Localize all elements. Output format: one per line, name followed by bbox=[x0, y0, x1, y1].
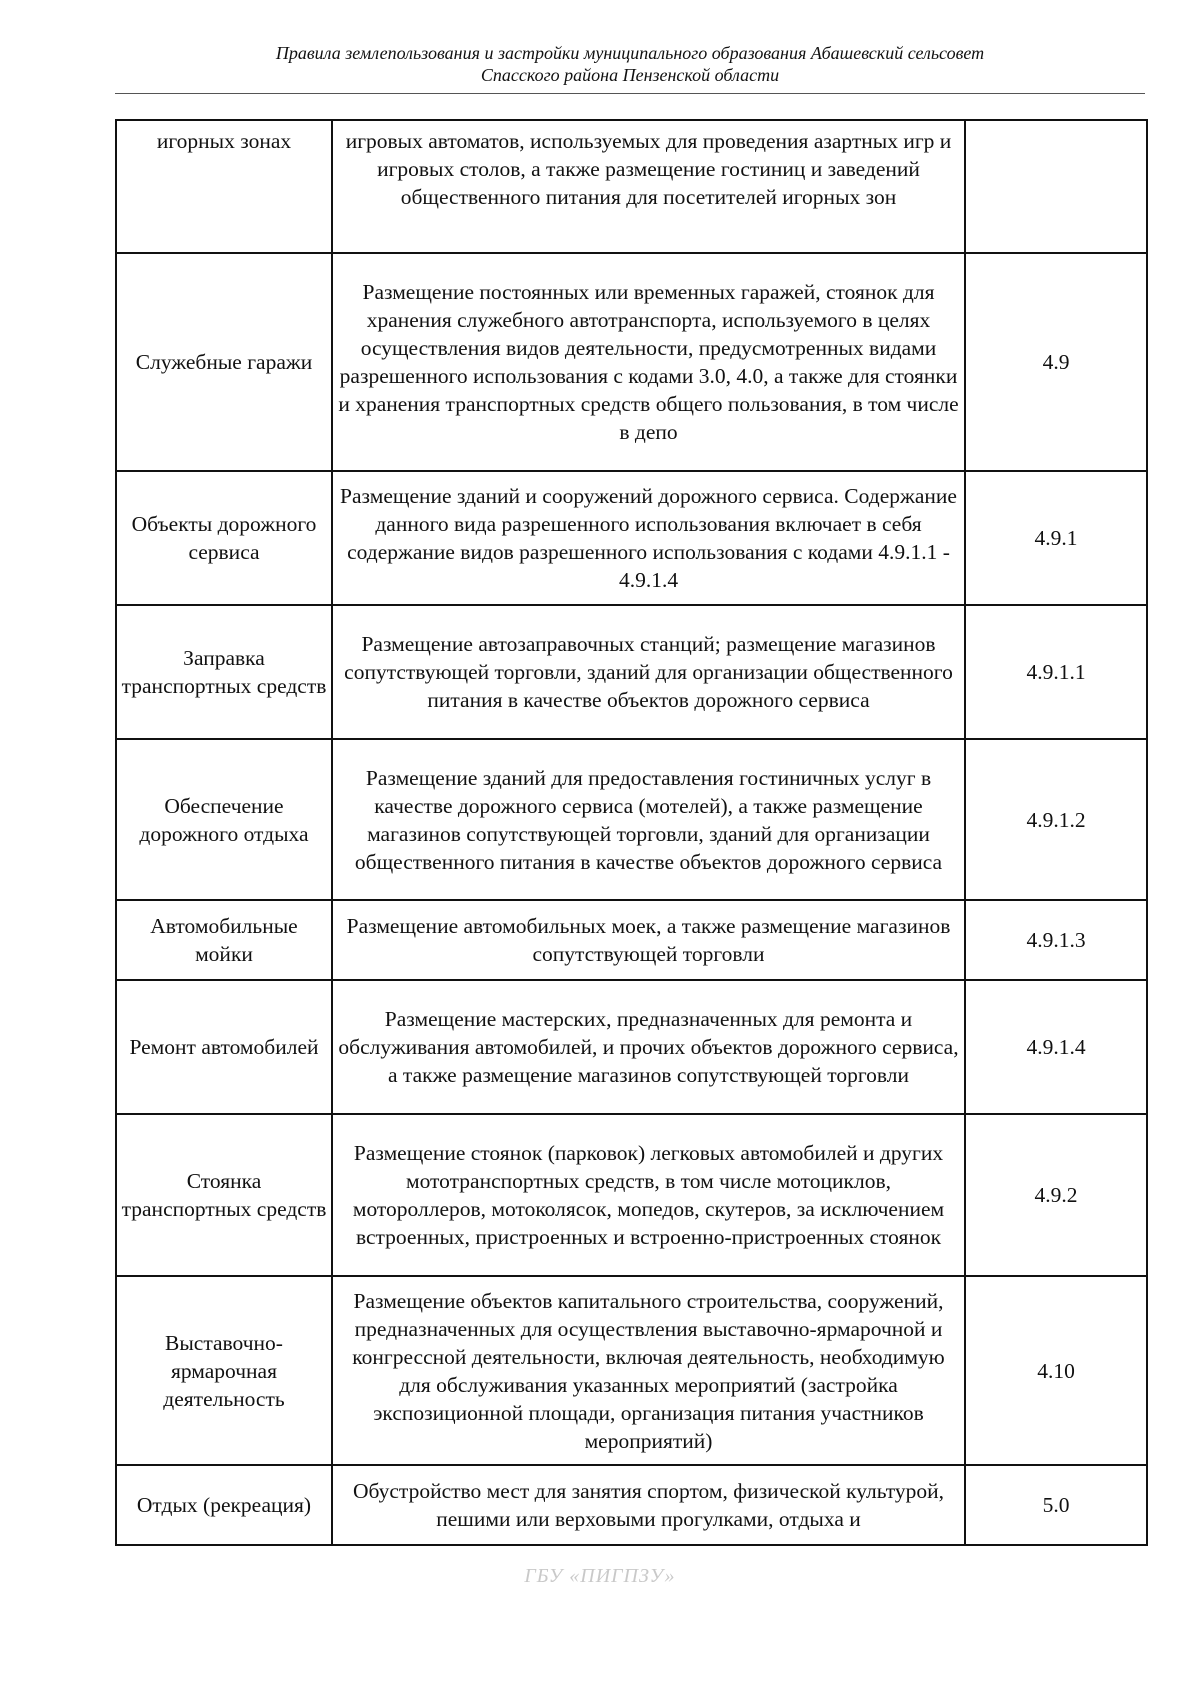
use-name-cell: Служебные гаражи bbox=[116, 253, 332, 471]
use-description-cell: Обустройство мест для занятия спортом, физической культурой, пешими или верховыми прогулками, отдыха и bbox=[332, 1465, 965, 1545]
use-name-cell: Отдых (рекреация) bbox=[116, 1465, 332, 1545]
table-row bbox=[116, 1114, 1147, 1276]
page-header bbox=[115, 42, 1145, 86]
use-name-cell: Автомобильные мойки bbox=[116, 900, 332, 980]
use-description-cell: Размещение стоянок (парковок) легковых автомобилей и других мототранспортных средств, в том числе мотоциклов, мотороллеров, мотоколясок, мопедов, скутеров, за исключением встроенных, пристроенных и встроенно-пристроенных стоянок bbox=[332, 1114, 965, 1276]
footer-watermark: ГБУ «ПИГПЗУ» bbox=[524, 1565, 676, 1587]
table-row bbox=[116, 900, 1147, 980]
use-code-cell: 4.9.1.1 bbox=[965, 605, 1147, 739]
table-row bbox=[116, 605, 1147, 739]
header-line-2: Спасского района Пензенской области bbox=[480, 65, 780, 85]
use-code-cell: 4.9.1 bbox=[965, 471, 1147, 605]
use-name-cell: Заправка транспортных средств bbox=[116, 605, 332, 739]
header-divider bbox=[115, 93, 1145, 94]
use-code-cell: 4.9.1.3 bbox=[965, 900, 1147, 980]
table-row bbox=[116, 980, 1147, 1114]
use-description-cell: игровых автоматов, используемых для проведения азартных игр и игровых столов, а также размещение гостиниц и заведений общественного питания для посетителей игорных зон bbox=[332, 120, 965, 253]
table-row bbox=[116, 120, 1147, 253]
header-line-1: Правила землепользования и застройки муниципального образования Абашевский сельсовет bbox=[275, 43, 985, 63]
use-name-cell: Объекты дорожного сервиса bbox=[116, 471, 332, 605]
table-row bbox=[116, 739, 1147, 900]
use-description-cell: Размещение постоянных или временных гаражей, стоянок для хранения служебного автотранспорта, используемого в целях осуществления видов деятельности, предусмотренных видами разрешенного использования с кодами 3.0, 4.0, а также для стоянки и хранения транспортных средств общего пользования, в том числе в депо bbox=[332, 253, 965, 471]
use-name-cell: Выставочно-ярмарочная деятельность bbox=[116, 1276, 332, 1465]
land-use-table bbox=[115, 119, 1148, 1546]
use-code-cell: 4.9 bbox=[965, 253, 1147, 471]
use-description-cell: Размещение автозаправочных станций; размещение магазинов сопутствующей торговли, зданий для организации общественного питания в качестве объектов дорожного сервиса bbox=[332, 605, 965, 739]
use-name-cell: Обеспечение дорожного отдыха bbox=[116, 739, 332, 900]
use-code-cell: 5.0 bbox=[965, 1465, 1147, 1545]
use-description-cell: Размещение мастерских, предназначенных для ремонта и обслуживания автомобилей, и прочих объектов дорожного сервиса, а также размещение магазинов сопутствующей торговли bbox=[332, 980, 965, 1114]
use-name-cell: Стоянка транспортных средств bbox=[116, 1114, 332, 1276]
use-description-cell: Размещение зданий и сооружений дорожного сервиса. Содержание данного вида разрешенного использования включает в себя содержание видов разрешенного использования с кодами 4.9.1.1 - 4.9.1.4 bbox=[332, 471, 965, 605]
use-code-cell: 4.10 bbox=[965, 1276, 1147, 1465]
table-row bbox=[116, 1276, 1147, 1465]
use-name-cell: игорных зонах bbox=[116, 120, 332, 253]
use-code-cell: 4.9.1.4 bbox=[965, 980, 1147, 1114]
use-code-cell bbox=[965, 120, 1147, 253]
use-name-cell: Ремонт автомобилей bbox=[116, 980, 332, 1114]
table-row bbox=[116, 471, 1147, 605]
table-row bbox=[116, 253, 1147, 471]
table-row bbox=[116, 1465, 1147, 1545]
use-description-cell: Размещение автомобильных моек, а также размещение магазинов сопутствующей торговли bbox=[332, 900, 965, 980]
use-description-cell: Размещение объектов капитального строительства, сооружений, предназначенных для осуществления выставочно-ярмарочной и конгрессной деятельности, включая деятельность, необходимую для обслуживания указанных мероприятий (застройка экспозиционной площади, организация питания участников мероприятий) bbox=[332, 1276, 965, 1465]
use-description-cell: Размещение зданий для предоставления гостиничных услуг в качестве дорожного сервиса (мотелей), а также размещение магазинов сопутствующей торговли, зданий для организации общественного питания в качестве объектов дорожного сервиса bbox=[332, 739, 965, 900]
use-code-cell: 4.9.1.2 bbox=[965, 739, 1147, 900]
use-code-cell: 4.9.2 bbox=[965, 1114, 1147, 1276]
